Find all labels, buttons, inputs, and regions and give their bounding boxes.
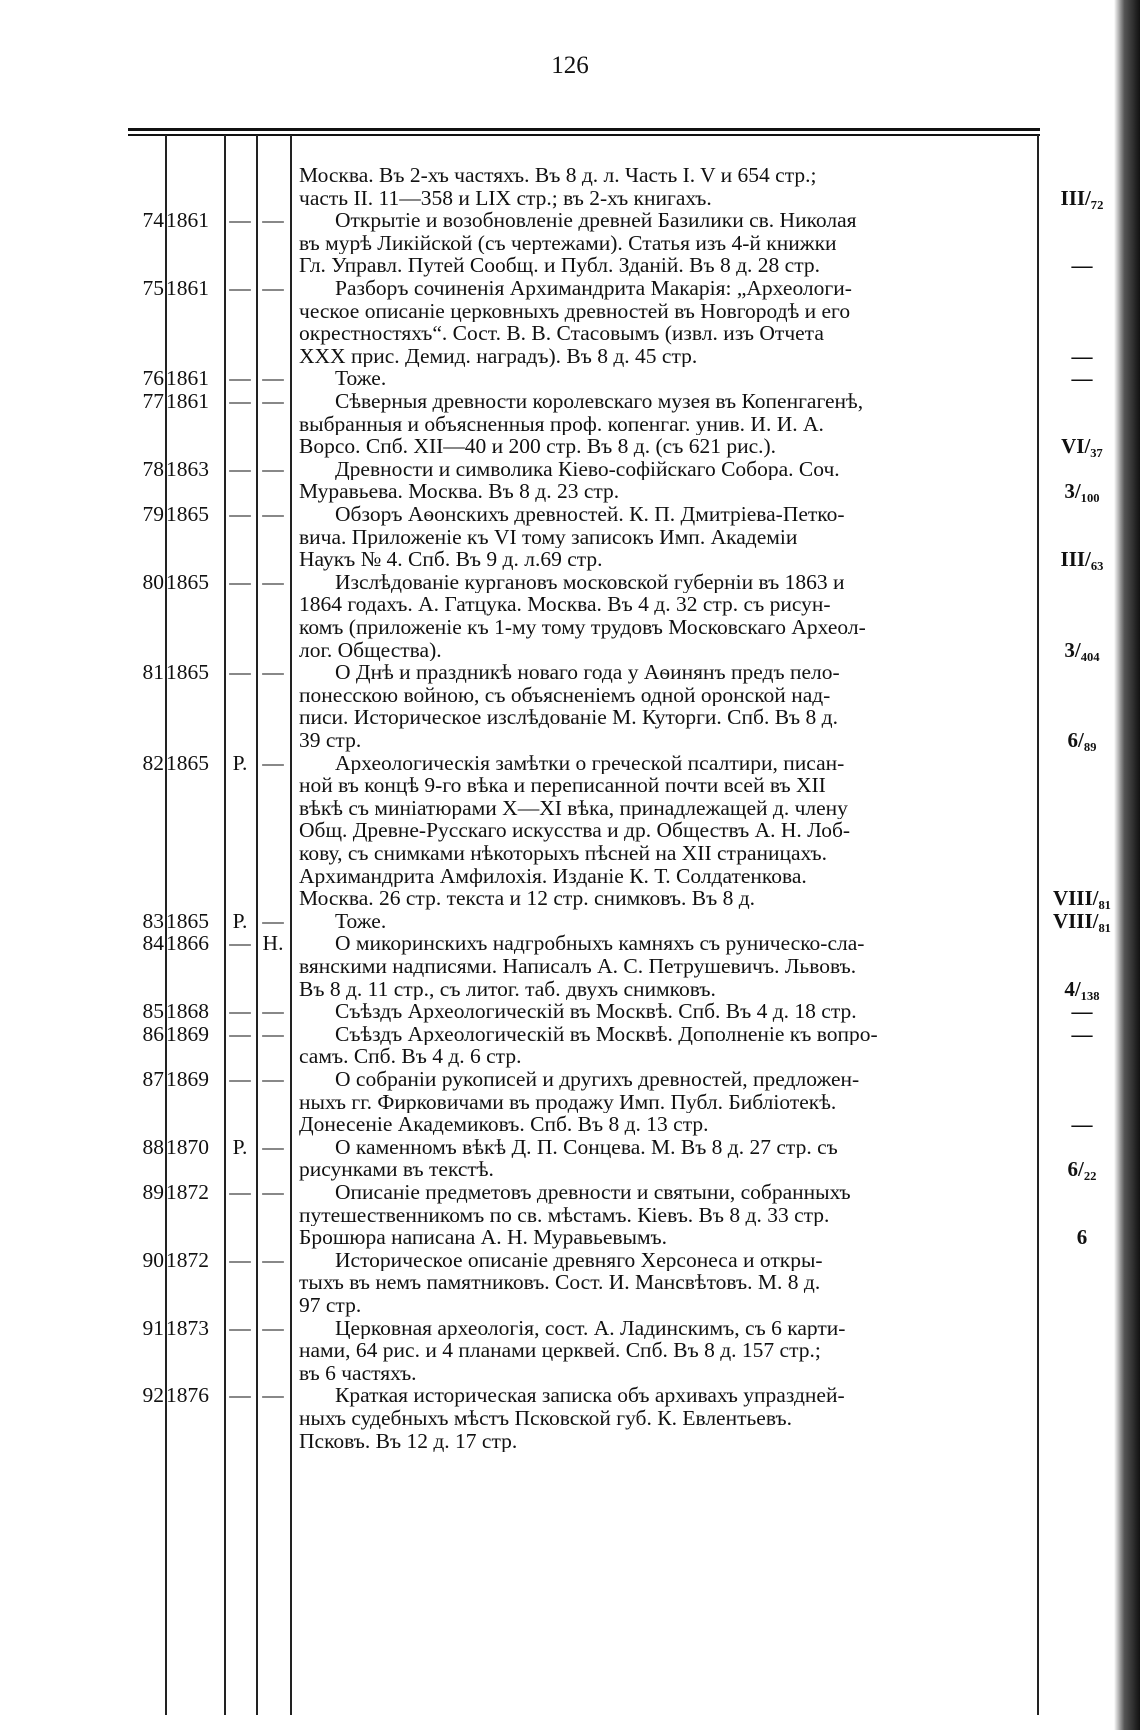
entry-description xyxy=(299,1181,1032,1249)
entry-year: 1865 xyxy=(166,569,209,594)
table-row xyxy=(0,1317,1140,1385)
entry-number: 81 xyxy=(142,660,164,685)
entry-mark-col3: — xyxy=(229,456,251,481)
entry-mark-col4: Н. xyxy=(262,931,284,956)
description-line: ческое описаніе церковныхъ древностей въ Новгородѣ и его xyxy=(299,299,851,323)
description-line: Краткая историческая записка объ архивахъ упраздней- xyxy=(335,1384,845,1407)
table-row xyxy=(0,1000,1140,1023)
entry-mark-col3: — xyxy=(229,660,251,685)
entry-mark-col4: — xyxy=(262,1247,284,1272)
entry-year: 1870 xyxy=(166,1134,209,1159)
entry-description xyxy=(299,503,1032,571)
shelf-mark: VIII/₈₁ xyxy=(1052,908,1112,933)
shelf-mark: III/₆₃ xyxy=(1060,547,1104,572)
entry-year: 1866 xyxy=(166,931,209,956)
entry-mark-col4: — xyxy=(262,366,284,391)
table-row xyxy=(0,458,1140,503)
shelf-mark: 3/₄₀₄ xyxy=(1064,637,1100,662)
entry-year: 1865 xyxy=(166,660,209,685)
entry-description xyxy=(299,277,1032,367)
entry-mark-col3: Р. xyxy=(232,750,248,775)
entry-description xyxy=(299,390,1032,458)
description-line: окрестностяхъ“. Сост. В. В. Стасовымъ (извл. изъ Отчета xyxy=(299,322,824,345)
table-row xyxy=(0,1068,1140,1136)
description-line: Ворсо. Спб. XII—40 и 200 стр. Въ 8 д. (съ 621 рис.). xyxy=(299,435,777,458)
entry-mark-col4: — xyxy=(262,569,284,594)
table-row xyxy=(0,910,1140,933)
entry-mark-col3: — xyxy=(229,999,251,1024)
description-line: Съѣздъ Археологическій въ Москвѣ. Дополненіе къ вопро- xyxy=(335,1022,878,1046)
entry-mark-col4: — xyxy=(262,999,284,1024)
description-line: XXX прис. Демид. наградъ). Въ 8 д. 45 стр. xyxy=(299,344,698,368)
shelf-mark: 4/₁₃₈ xyxy=(1064,976,1100,1001)
entry-number: 90 xyxy=(142,1247,164,1272)
entry-description xyxy=(299,1000,1032,1023)
entry-number: 80 xyxy=(142,569,164,594)
description-line: ныхъ судебныхъ мѣстъ Псковской губ. К. Евлентьевъ. xyxy=(299,1406,792,1430)
entry-description xyxy=(299,571,1032,661)
description-line: 39 стр. xyxy=(299,728,362,752)
description-line: ныхъ гг. Фирковичами въ продажу Имп. Публ. Библіотекѣ. xyxy=(299,1090,837,1114)
shelf-mark: III/₇₂ xyxy=(1060,185,1104,210)
entry-year: 1869 xyxy=(166,1021,209,1046)
entry-mark-col3: Р. xyxy=(232,1134,248,1159)
header-rule-thin xyxy=(128,134,1040,136)
entry-mark-col4: — xyxy=(262,502,284,526)
description-line: 97 стр. xyxy=(299,1293,362,1317)
description-line: Въ 8 д. 11 стр., съ литог. таб. двухъ снимковъ. xyxy=(299,977,716,1001)
entry-year: 1873 xyxy=(166,1315,209,1340)
table-row xyxy=(0,752,1140,910)
description-line: вѣкѣ съ миніатюрами X—XI вѣка, принадлежащей д. члену xyxy=(299,796,848,820)
entry-number: 88 xyxy=(142,1134,164,1159)
entry-mark-col3: — xyxy=(229,1021,251,1046)
entry-year: 1865 xyxy=(166,502,209,526)
description-line: О каменномъ вѣкѣ Д. П. Сонцева. М. Въ 8 д. 27 стр. съ xyxy=(335,1135,838,1159)
entry-number: 75 xyxy=(142,276,164,300)
entry-number: 92 xyxy=(142,1383,164,1408)
shelf-mark: VI/₃₇ xyxy=(1061,434,1103,459)
entry-mark-col4: — xyxy=(262,908,284,933)
description-line: 1864 годахъ. А. Гатцука. Москва. Въ 4 д. 32 стр. съ рисун- xyxy=(299,593,831,616)
description-line: Тоже. xyxy=(335,367,387,390)
entry-description xyxy=(299,367,1032,390)
entry-number: 77 xyxy=(142,389,164,413)
description-line: Историческое описаніе древняго Херсонеса и откры- xyxy=(335,1248,823,1272)
shelf-mark: — xyxy=(1071,999,1093,1024)
description-line: тыхъ въ немъ памятниковъ. Сост. И. Мансвѣтовъ. М. 8 д. xyxy=(299,1271,821,1294)
entry-mark-col4: — xyxy=(262,1315,284,1340)
entry-mark-col4: — xyxy=(262,1180,284,1204)
description-line: Муравьева. Москва. Въ 8 д. 23 стр. xyxy=(299,480,620,503)
entry-mark-col4: — xyxy=(262,1021,284,1046)
description-line: Описаніе предметовъ древности и святыни, собранныхъ xyxy=(335,1181,851,1204)
description-line: въ 6 частяхъ. xyxy=(299,1361,417,1385)
description-line: Донесеніе Академиковъ. Спб. Въ 8 д. 13 стр. xyxy=(299,1113,709,1136)
entry-number: 74 xyxy=(142,208,164,233)
shelf-mark: — xyxy=(1071,253,1093,278)
shelf-mark: 3/₁₀₀ xyxy=(1064,479,1100,504)
description-line: комъ (приложеніе къ 1-му тому трудовъ Московскаго Археол- xyxy=(299,615,866,639)
entry-number: 91 xyxy=(142,1315,164,1340)
entry-mark-col4: — xyxy=(262,276,284,300)
shelf-mark: 6/₂₂ xyxy=(1067,1157,1097,1182)
entry-description xyxy=(299,1023,1032,1068)
entry-year: 1863 xyxy=(166,456,209,481)
entry-mark-col3: — xyxy=(229,1315,251,1340)
description-line: О микоринскихъ надгробныхъ камняхъ съ руническо-сла- xyxy=(335,932,865,955)
entry-mark-col3: Р. xyxy=(232,908,248,933)
description-line: О Днѣ и праздникѣ новаго года у Аѳинянъ предъ пело- xyxy=(335,661,840,684)
entry-mark-col3: — xyxy=(229,1247,251,1272)
table-row xyxy=(0,1249,1140,1317)
table-row xyxy=(0,1384,1140,1452)
description-line: Москва. 26 стр. текста и 12 стр. снимковъ. Въ 8 д. xyxy=(299,887,756,910)
entry-description xyxy=(299,1068,1032,1136)
description-line: Гл. Управл. Путей Сообщ. и Публ. Зданій. Въ 8 д. 28 стр. xyxy=(299,254,821,277)
description-line: въ мурѣ Ликійской (съ чертежами). Статья изъ 4-й книжки xyxy=(299,231,837,255)
table-row xyxy=(0,209,1140,277)
entry-description xyxy=(299,1136,1032,1181)
description-line: нами, 64 рис. и 4 планами церквей. Спб. Въ 8 д. 157 стр.; xyxy=(299,1339,821,1362)
entry-mark-col3: — xyxy=(229,502,251,526)
description-line: путешественникомъ по св. мѣстамъ. Кіевъ. Въ 8 д. 33 стр. xyxy=(299,1203,830,1227)
description-line: вянскими надписями. Написалъ А. С. Петрушевичъ. Львовъ. xyxy=(299,954,857,978)
entry-year: 1865 xyxy=(166,908,209,933)
entry-number: 76 xyxy=(142,366,164,391)
description-line: Археологическія замѣтки о греческой псалтири, писан- xyxy=(335,751,845,775)
entry-mark-col3: — xyxy=(229,366,251,391)
entry-mark-col4: — xyxy=(262,1067,284,1091)
entry-year: 1876 xyxy=(166,1383,209,1408)
table-row xyxy=(0,571,1140,661)
entry-description xyxy=(299,932,1032,1000)
description-line: Брошюра написана А. Н. Муравьевымъ. xyxy=(299,1226,668,1249)
description-line: выбранныя и объясненныя проф. копенгаг. унив. И. И. А. xyxy=(299,412,824,436)
shelf-mark: 6 xyxy=(1076,1225,1088,1250)
entry-mark-col4: — xyxy=(262,660,284,685)
description-line: Архимандрита Амфилохія. Изданіе К. Т. Солдатенкова. xyxy=(299,864,807,888)
header-rule-thick xyxy=(128,128,1040,131)
entry-number: 86 xyxy=(142,1021,164,1046)
entry-mark-col4: — xyxy=(262,1134,284,1159)
entry-mark-col3: — xyxy=(229,1067,251,1091)
description-line: Разборъ сочиненія Архимандрита Макарія: „Археологи- xyxy=(335,277,852,300)
entry-mark-col3: — xyxy=(229,1180,251,1204)
entry-mark-col4: — xyxy=(262,389,284,413)
entry-description xyxy=(299,164,1032,209)
description-line: Церковная археологія, сост. А. Ладинскимъ, съ 6 карти- xyxy=(335,1316,846,1340)
entry-number: 83 xyxy=(142,908,164,933)
entry-mark-col3: — xyxy=(229,208,251,233)
description-line: Общ. Древне-Русскаго искусства и др. Обществъ А. Н. Лоб- xyxy=(299,819,851,842)
entry-number: 84 xyxy=(142,931,164,956)
entry-description xyxy=(299,1249,1032,1317)
description-line: Наукъ № 4. Спб. Въ 9 д. л.69 стр. xyxy=(299,548,603,571)
entry-year: 1869 xyxy=(166,1067,209,1091)
description-line: Древности и символика Кіево-софійскаго Собора. Соч. xyxy=(335,457,840,481)
entry-year: 1861 xyxy=(166,276,209,300)
entry-number: 85 xyxy=(142,999,164,1024)
entry-number: 79 xyxy=(142,502,164,526)
description-line: самъ. Спб. Въ 4 д. 6 стр. xyxy=(299,1045,522,1068)
entry-year: 1861 xyxy=(166,208,209,233)
entry-mark-col3: — xyxy=(229,1383,251,1408)
entry-mark-col3: — xyxy=(229,931,251,956)
table-row xyxy=(0,503,1140,571)
entry-description xyxy=(299,458,1032,503)
entry-description xyxy=(299,1384,1032,1452)
table-row xyxy=(0,661,1140,751)
description-line: О собраніи рукописей и другихъ древностей, предложен- xyxy=(335,1068,860,1091)
description-line: понесскою войною, съ объясненіемъ одной оронской над- xyxy=(299,683,831,707)
entry-number: 82 xyxy=(142,750,164,775)
table-row xyxy=(0,367,1140,390)
shelf-mark: — xyxy=(1071,1021,1093,1046)
entry-year: 1861 xyxy=(166,389,209,413)
table-row xyxy=(0,1136,1140,1181)
shelf-mark: — xyxy=(1071,343,1093,368)
entry-mark-col4: — xyxy=(262,456,284,481)
description-line: Открытіе и возобновленіе древней Базилики св. Николая xyxy=(335,209,857,232)
shelf-mark: VIII/₈₁ xyxy=(1052,886,1112,911)
description-line: рисунками въ текстѣ. xyxy=(299,1158,494,1181)
entry-description xyxy=(299,661,1032,751)
shelf-mark: 6/₈₉ xyxy=(1067,727,1097,752)
description-line: Съѣздъ Археологическій въ Москвѣ. Спб. Въ 4 д. 18 стр. xyxy=(335,1000,857,1023)
description-line: Сѣверныя древности королевскаго музея въ Копенгагенѣ, xyxy=(335,390,864,413)
page-number: 126 xyxy=(551,52,589,79)
description-line: ной въ концѣ 9-го вѣка и переписанной почти всей въ XII xyxy=(299,774,826,797)
entry-description xyxy=(299,209,1032,277)
entry-mark-col3: — xyxy=(229,569,251,594)
table-row xyxy=(0,1023,1140,1068)
entry-year: 1872 xyxy=(166,1180,209,1204)
entry-number: 89 xyxy=(142,1180,164,1204)
entry-mark-col4: — xyxy=(262,1383,284,1408)
description-line: Изслѣдованіе кургановъ московской губерніи въ 1863 и xyxy=(335,570,845,594)
table-row xyxy=(0,1181,1140,1249)
shelf-mark: — xyxy=(1071,366,1093,391)
entry-year: 1861 xyxy=(166,366,209,391)
table-row xyxy=(0,932,1140,1000)
entry-year: 1868 xyxy=(166,999,209,1024)
shelf-mark: — xyxy=(1071,1112,1093,1137)
table-row xyxy=(0,164,1140,209)
entry-number: 87 xyxy=(142,1067,164,1091)
description-line: Псковъ. Въ 12 д. 17 стр. xyxy=(299,1429,518,1453)
description-line: Обзоръ Аѳонскихъ древностей. К. П. Дмитріева-Петко- xyxy=(335,503,845,526)
entry-mark-col4: — xyxy=(262,208,284,233)
description-line: Тоже. xyxy=(335,909,387,933)
description-line: писи. Историческое изслѣдованіе М. Куторги. Спб. Въ 8 д. xyxy=(299,706,838,729)
entry-year: 1872 xyxy=(166,1247,209,1272)
entry-description xyxy=(299,752,1032,910)
description-line: Москва. Въ 2-хъ частяхъ. Въ 8 д. л. Часть I. V и 654 стр.; xyxy=(299,164,817,187)
description-line: кову, съ снимками нѣкоторыхъ пѣсней на XII страницахъ. xyxy=(299,841,827,865)
table-row xyxy=(0,277,1140,367)
description-line: вича. Приложеніе къ VI тому записокъ Имп. Академіи xyxy=(299,525,798,549)
entry-number: 78 xyxy=(142,456,164,481)
entry-year: 1865 xyxy=(166,750,209,775)
entry-mark-col3: — xyxy=(229,276,251,300)
entry-description xyxy=(299,910,1032,933)
entry-mark-col3: — xyxy=(229,389,251,413)
entry-description xyxy=(299,1317,1032,1385)
description-line: часть II. 11—358 и LIX стр.; въ 2-хъ книгахъ. xyxy=(299,186,712,210)
table-row xyxy=(0,390,1140,458)
entry-mark-col4: — xyxy=(262,750,284,775)
description-line: лог. Общества). xyxy=(299,638,442,662)
